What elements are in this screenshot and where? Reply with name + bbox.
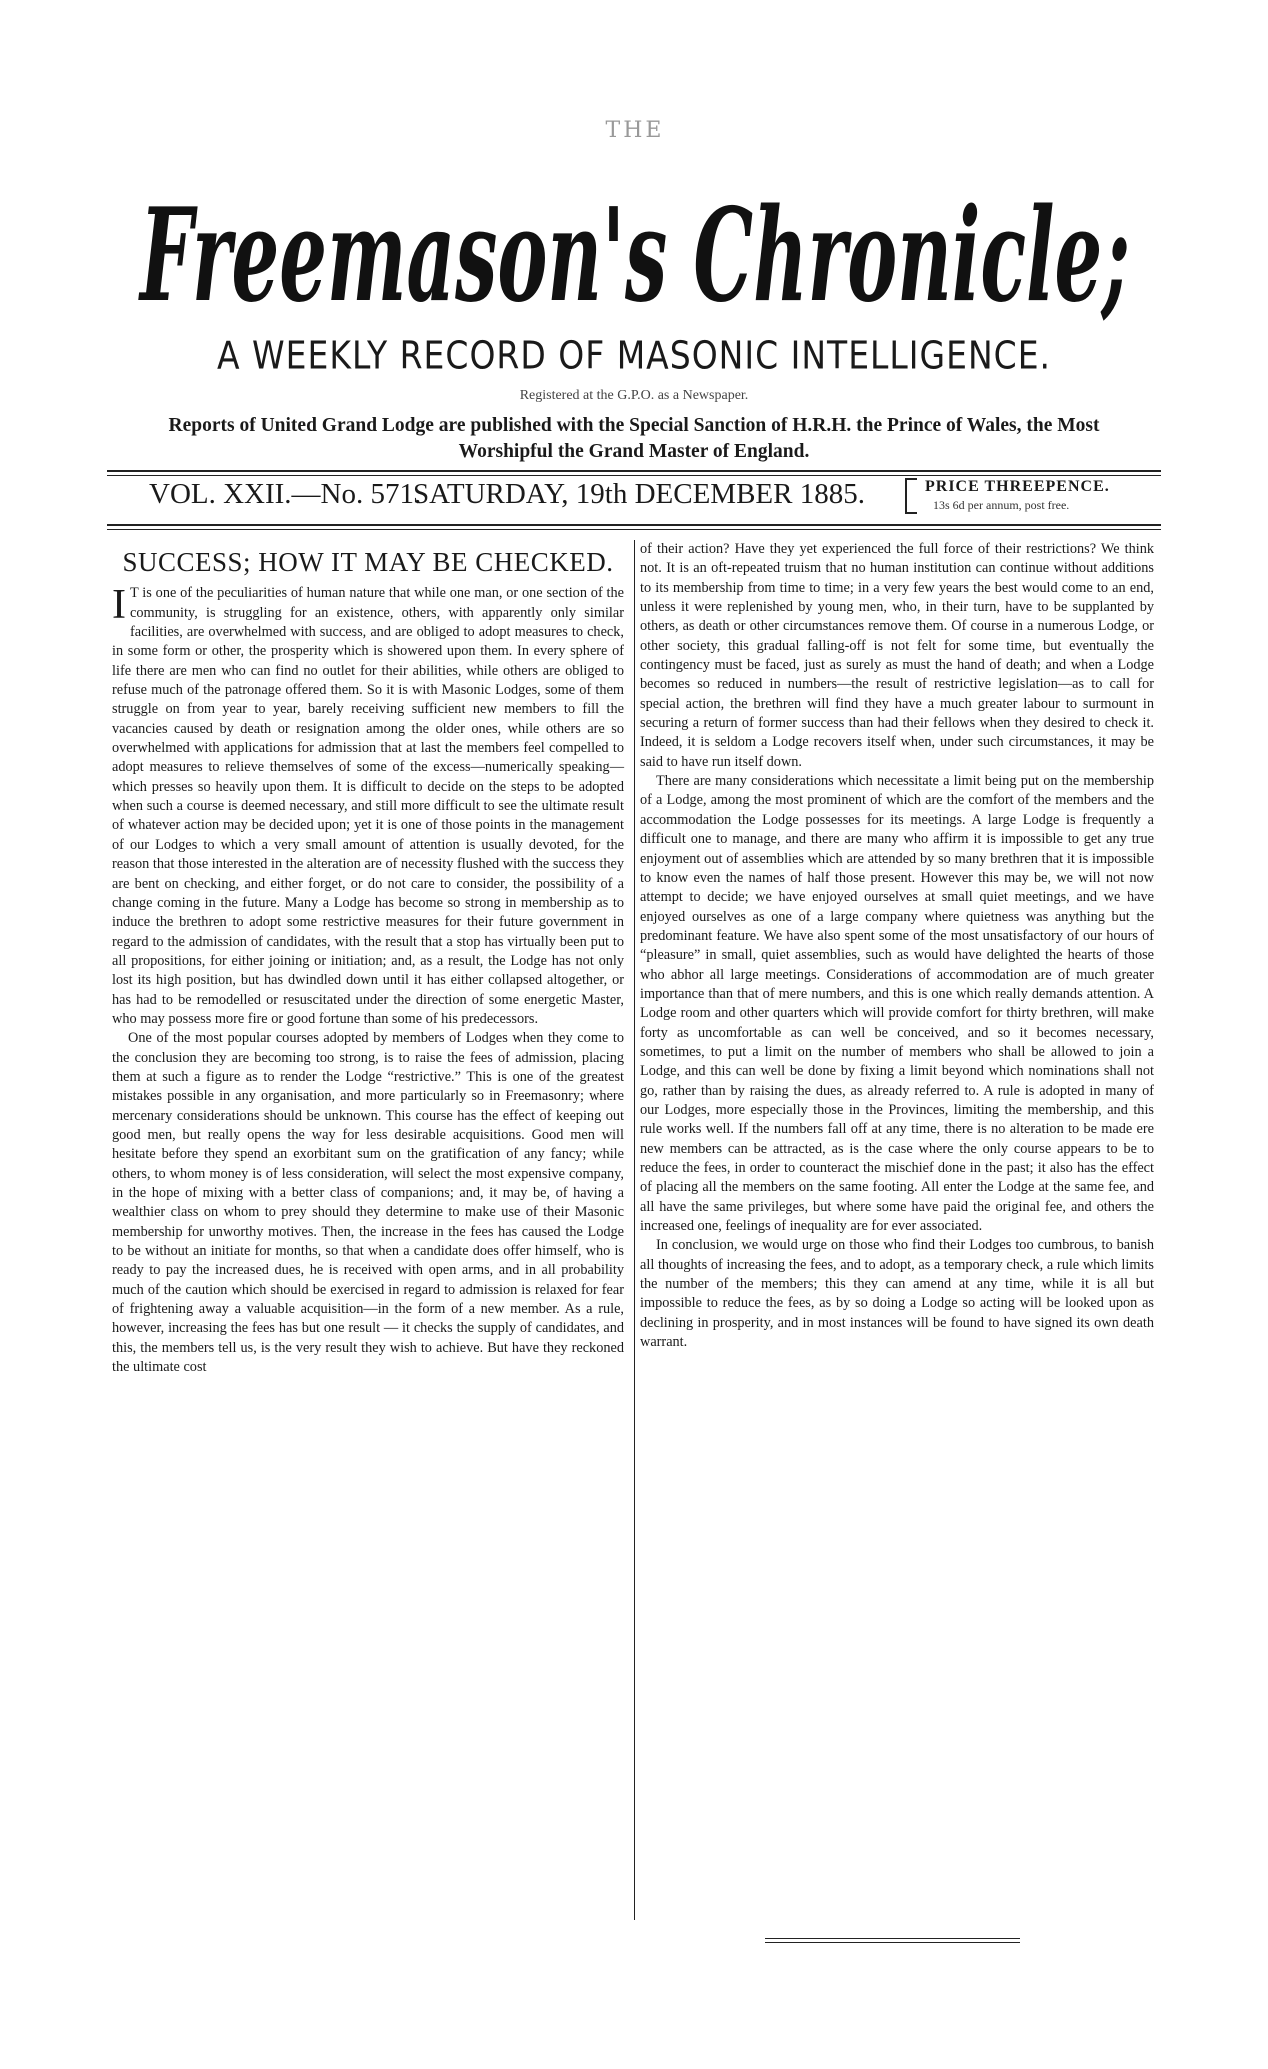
article-right-column	[640, 540, 1154, 1352]
article-paragraph: One of the most popular courses adopted by members of Lodges when they come to the conclusion they are becoming too strong, is to raise the fees of admission, placing them at such a figure as to render the Lodge “restrictive.” This is one of the greatest mistakes possible in any organisation, and more particularly so in Freemasonry; where mercenary considerations should be unknown. This course has the effect of keeping out good men, but really opens the way for less desirable acquisitions. Good men will hesitate before they spend an exorbitant sum on the gratification of any fancy; while others, to whom money is of less consideration, will select the most expensive company, in the hope of mixing with a better class of companions; and, it may be, of having a wealthier class on whom to prey should they determine to make use of their Masonic membership for unworthy motives. Then, the increase in the fees has caused the Lodge to be without an initiate for months, so that when a candidate does offer himself, who is ready to pay the increased dues, he is received with open arms, and in all probability much of the caution which should be exercised in regard to admission is relaxed for fear of frightening away a valuable acquisition—in the form of a new member. As a rule, however, increasing the fees has but one result — it checks the supply of candidates, and this, the members tell us, is the very result they wish to achieve. But have they reckoned the ultimate cost	[112, 1030, 624, 1376]
price-bracket	[905, 478, 917, 514]
article-end-rule	[765, 1938, 1020, 1943]
masthead-title-artwork	[130, 170, 1140, 340]
article-paragraph: of their action? Have they yet experienced the full force of their restrictions? We think not. It is an oft-repeated truism that no human institution can continue without additions to its membership from time to time; in a very few years the best would come to an end, unless it were replenished by young men, who, in their turn, have to be supplanted by others, as death or other circumstances remove them. Of course in a numerous Lodge, or other society, this gradual falling-off is not felt for some time, but eventually the contingency must be faced, just as surely as must the hand of death; and when a Lodge becomes so reduced in numbers—the result of restrictive legislation—as to call for special action, the brethren will find they have a much greater labour to surmount in securing a return of former success than had their fellows when they desired to check it. Indeed, it is seldom a Lodge recovers itself when, under such circumstances, it may be said to have run itself down.	[640, 541, 1154, 770]
issue-date: SATURDAY, 19th DECEMBER 1885.	[413, 478, 865, 510]
masthead-subtitle: A WEEKLY RECORD OF MASONIC INTELLIGENCE.	[216, 333, 1052, 378]
volume-number: VOL. XXII.—No. 571.	[149, 478, 422, 510]
price-box	[905, 474, 1165, 516]
masthead-title-text: Freemason's Chronicle;	[138, 181, 1130, 331]
subscription-label: 13s 6d per annum, post free.	[933, 498, 1070, 512]
masthead-top-mark: THE	[605, 118, 665, 143]
price-label: PRICE THREEPENCE.	[925, 478, 1110, 495]
registration-notice: Registered at the G.P.O. as a Newspaper.	[519, 388, 749, 403]
issue-line	[107, 474, 1161, 518]
article-paragraph	[112, 584, 624, 1029]
column-divider	[634, 540, 635, 1920]
paragraph-text: T is one of the peculiarities of human nature that while one man, or one section of the community, is struggling for an existence, others, with apparently only similar facilities, are overwhelmed with success, and are obliged to adopt measures to check, in some form or other, the prosperity which is showered upon them. In every sphere of life there are men who can find no outlet for their abilities, while others are obliged to refuse much of the patronage offered them. So it is with Masonic Lodges, some of them struggle on from year to year, barely receiving sufficient new members to fill the vacancies caused by death or resignation among the older ones, while others are so overwhelmed with applications for admission that at last the members feel compelled to adopt measures to relieve themselves of some of the excess—numerically speaking—which presses so heavily upon them. It is difficult to decide on the steps to be adopted when such a course is deemed necessary, and still more difficult to see the ultimate result of whatever action may be decided upon; yet it is one of those points in the management of our Lodges to which a very small amount of attention is usually devoted, for the reason that those interested in the alteration are of necessity flushed with the success they are bent on checking, and either forget, or do not care to consider, the possibility of a change coming in the future. Many a Lodge has become so strong in membership as to induce the brethren to adopt some restrictive measures for their future government in regard to the admission of candidates, with the result that a stop has virtually been put to all propositions, for either joining or initiation; and, as a result, the Lodge has not only lost its high position, but has dwindled down until it has either collapsed altogether, or has had to be remodelled or resuscitated under the direction of some energetic Master, who may possess more fire or good fortune than some of his predecessors.	[112, 585, 624, 1027]
issue-rule	[107, 524, 1161, 530]
article-left-column	[112, 540, 624, 1377]
masthead-title	[130, 170, 1140, 340]
drop-cap: I	[112, 582, 126, 629]
sanction-notice: Reports of United Grand Lodge are published with the Special Sanction of H.R.H. the Prince of Wales, the Most Worshipful the Grand Master of England.	[168, 415, 1100, 462]
article-paragraph: In conclusion, we would urge on those who find their Lodges too cumbrous, to banish all thoughts of increasing the fees, and to adopt, as a temporary check, a rule which limits the number of the members; this they can amend at any time, while it is all but impossible to reduce the fees, as by so doing a Lodge so acting will be looked upon as declining in prosperity, and in most instances will be found to have signed its own death warrant.	[640, 1237, 1154, 1351]
article-title: SUCCESS; HOW IT MAY BE CHECKED.	[122, 547, 614, 577]
article-paragraph: There are many considerations which necessitate a limit being put on the membership of a Lodge, among the most prominent of which are the comfort of the members and the accommodation the Lodge possesses for its meetings. A large Lodge is frequently a difficult one to manage, and there are many who affirm it is impossible to get any true enjoyment out of assemblies which are attended by so many brethren that it is impossible to know even the names of half those present. However this may be, we will not now attempt to decide; we have enjoyed ourselves at small quiet meetings, and we have enjoyed ourselves as one of a large company where quietness was anything but the predominant feature. We have also spent some of the most unsatisfactory of our hours of “pleasure” in small, quiet assemblies, such as would have delighted the hearts of those who abhor all large meetings. Considerations of accommodation are of much greater importance than that of mere numbers, and this is one which really demands attention. A Lodge room and other quarters which will provide comfort for thirty brethren, will make forty as uncomfortable as can well be conceived, and so it becomes necessary, sometimes, to put a limit on the number of members who shall be allowed to join a Lodge, and this can well be done by fixing a limit beyond which nominations shall not go, rather than by raising the dues, as already referred to. A rule is adopted in many of our Lodges, more especially those in the Provinces, limiting the membership, and this rule works well. If the numbers fall off at any time, there is no alteration to be made ere new members can be attracted, as is the case where the only course appears to be to reduce the fees, in order to counteract the mischief done in the past; it also has the effect of placing all the members on the same footing. All enter the Lodge at the same fee, and all have the same privileges, but where some have paid the original fee, and others the increased one, feelings of inequality are for ever associated.	[640, 773, 1154, 1235]
